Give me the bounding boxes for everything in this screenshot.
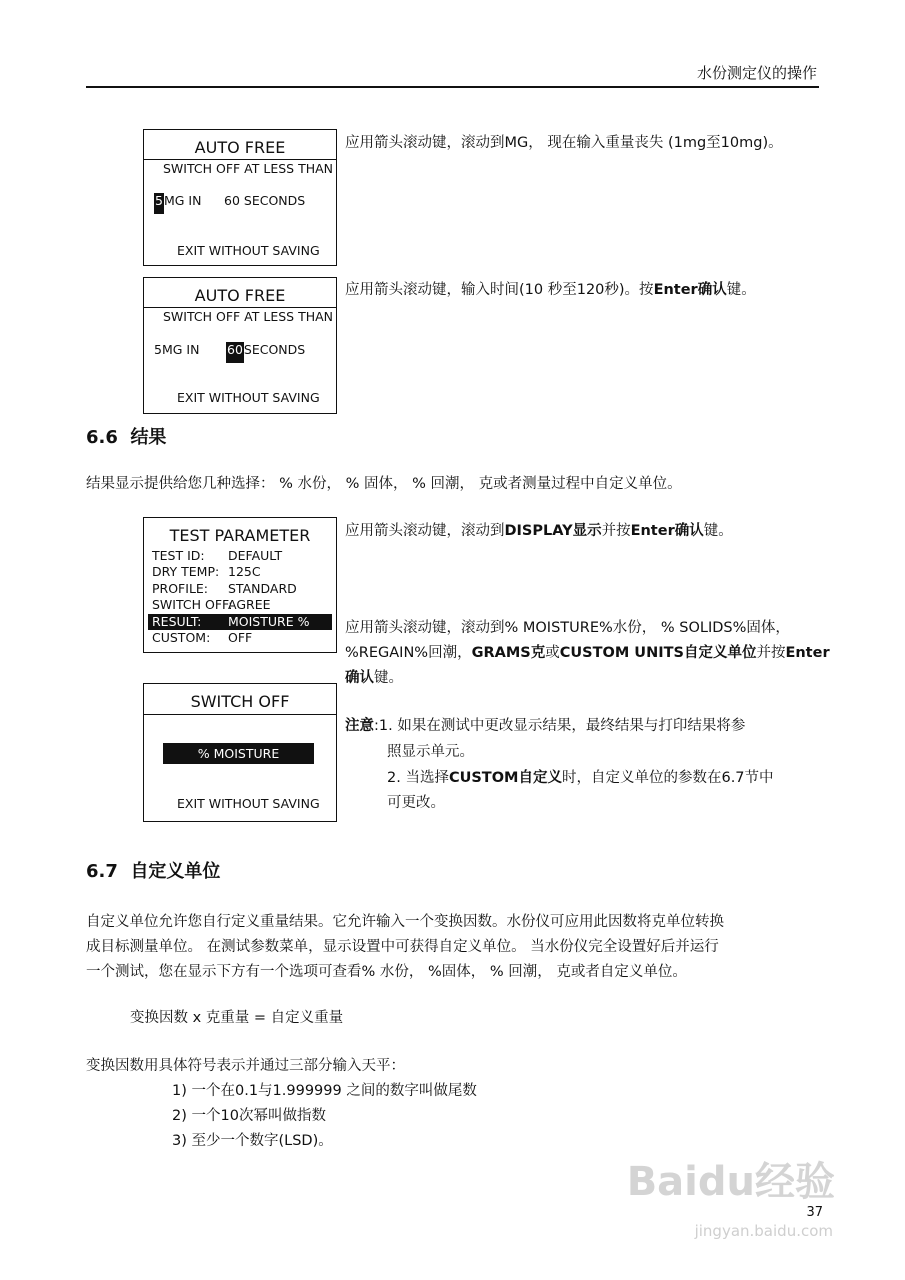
lcd-mg-label: MG IN: [163, 193, 202, 208]
lcd-cursor: 5: [154, 193, 164, 214]
instruction-2-key: Enter确认: [653, 282, 727, 298]
param-row-switch-off: [152, 597, 332, 613]
lcd-divider: [144, 307, 336, 308]
lcd-exit: EXIT WITHOUT SAVING: [177, 796, 320, 811]
watermark-logo: Baidu经验: [626, 1159, 835, 1205]
param-value: AGREE: [228, 597, 271, 612]
lcd-divider: [144, 159, 336, 160]
section-6-6-heading: [86, 423, 166, 449]
instruction-2-text: 应用箭头滚动键，输入时间(10 秒至120秒)。按: [345, 282, 654, 298]
text: 或: [545, 645, 560, 661]
bold-term: CUSTOM UNITS自定义单位: [559, 645, 757, 661]
instruction-4-line-3: [345, 666, 403, 687]
param-row-test-id: [152, 548, 332, 564]
lcd-mg-field: [154, 193, 201, 208]
instruction-2: [345, 278, 756, 299]
text: 并按: [756, 645, 786, 661]
paragraph-6-7-line-3: 一个测试，您在显示下方有一个选项可查看% 水份， %固体， % 回潮， 克或者自定义单位。: [86, 964, 687, 980]
instruction-4-line-2: [345, 641, 830, 662]
lcd-exit: EXIT WITHOUT SAVING: [177, 390, 320, 405]
section-title: 自定义单位: [130, 861, 221, 882]
bold-term: DISPLAY显示: [504, 523, 602, 539]
section-number: 6.7: [86, 861, 118, 882]
text: 应用箭头滚动键，滚动到: [345, 523, 505, 539]
header-rule: [86, 86, 819, 88]
lcd-test-parameter: [143, 517, 337, 653]
param-row-custom: [152, 630, 332, 646]
paragraph-6-7-line-2: 成目标测量单位。 在测试参数菜单，显示设置中可获得自定义单位。 当水份仪完全设置好后并运行: [86, 939, 719, 955]
lcd-switch-off: [143, 683, 337, 822]
param-key: RESULT:: [152, 614, 202, 629]
instruction-2-end: 键。: [726, 282, 756, 298]
param-row-dry-temp: [152, 564, 332, 580]
text: 并按: [601, 523, 631, 539]
bold-term: Enter: [785, 645, 830, 661]
list-item: 2) 一个10次幂叫做指数: [172, 1108, 326, 1124]
text: 键。: [374, 670, 403, 686]
watermark-url: jingyan.baidu.com: [694, 1222, 833, 1240]
list-item: 1) 一个在0.1与1.999999 之间的数字叫做尾数: [172, 1083, 477, 1099]
note-text: 2. 当选择: [387, 770, 449, 786]
note-line-3: [387, 766, 774, 787]
param-key: CUSTOM:: [152, 630, 211, 645]
bold-term: 确认: [345, 670, 374, 686]
page-number: 37: [806, 1205, 823, 1220]
lcd-title: SWITCH OFF: [190, 692, 290, 711]
formula: 变换因数 x 克重量 = 自定义重量: [130, 1010, 344, 1026]
note-text: 时，自定义单位的参数在6.7节中: [561, 770, 774, 786]
bold-term: Enter确认: [630, 523, 704, 539]
param-key: PROFILE:: [152, 581, 209, 596]
note-line-2: 照显示单元。: [387, 744, 474, 760]
lcd-title: AUTO FREE: [194, 286, 286, 305]
param-value: 125C: [228, 564, 261, 579]
lcd-auto-free-1: [143, 129, 337, 266]
lcd-auto-free-2: [143, 277, 337, 414]
lcd-cursor: 60: [226, 342, 244, 363]
paragraph-6-6: 结果显示提供给您几种选择： % 水份， % 固体， % 回潮， 克或者测量过程中自定义单位。: [86, 476, 682, 492]
param-row-result-selected: [148, 614, 332, 630]
lcd-title: TEST PARAMETER: [169, 526, 311, 545]
text: 键。: [703, 523, 733, 539]
section-number: 6.6: [86, 427, 118, 448]
instruction-3: [345, 519, 733, 540]
param-key: DRY TEMP:: [152, 564, 220, 579]
paragraph-conversion: 变换因数用具体符号表示并通过三部分输入天平：: [86, 1058, 405, 1074]
instruction-4-line-1: 应用箭头滚动键，滚动到% MOISTURE%水份， % SOLIDS%固体，: [345, 620, 790, 636]
note-line-4: 可更改。: [387, 795, 445, 811]
bold-term: GRAMS克: [471, 645, 546, 661]
list-item: 3) 至少一个数字(LSD)。: [172, 1133, 333, 1149]
param-row-profile: [152, 581, 332, 597]
lcd-divider: [144, 714, 336, 715]
lcd-seconds-field: [226, 342, 305, 357]
param-key: TEST ID:: [152, 548, 205, 563]
instruction-1: 应用箭头滚动键，滚动到MG， 现在输入重量丧失 (1mg至10mg)。: [345, 135, 783, 151]
lcd-selected-option: % MOISTURE: [163, 743, 314, 764]
bold-term: CUSTOM自定义: [448, 770, 562, 786]
section-title: 结果: [130, 427, 167, 448]
lcd-line: SWITCH OFF AT LESS THAN: [163, 161, 334, 176]
note-label: 注意: [345, 718, 374, 734]
running-header: 水份测定仪的操作: [696, 64, 817, 82]
lcd-line: SWITCH OFF AT LESS THAN: [163, 309, 334, 324]
lcd-mg-label: 5MG IN: [154, 342, 200, 357]
note-text: :1. 如果在测试中更改显示结果，最终结果与打印结果将参: [374, 718, 746, 734]
text: %REGAIN%回潮，: [345, 645, 472, 661]
param-key: SWITCH OFF:: [152, 597, 233, 612]
section-6-7-heading: [86, 857, 220, 883]
param-value: STANDARD: [228, 581, 297, 596]
paragraph-6-7-line-1: 自定义单位允许您自行定义重量结果。它允许输入一个变换因数。水份仪可应用此因数将克单位转换: [86, 914, 724, 930]
param-value: OFF: [228, 630, 253, 645]
param-value: MOISTURE %: [228, 614, 310, 629]
lcd-seconds: 60 SECONDS: [224, 193, 306, 208]
note-line-1: [345, 714, 745, 735]
lcd-title: AUTO FREE: [194, 138, 286, 157]
param-value: DEFAULT: [228, 548, 283, 563]
lcd-exit: EXIT WITHOUT SAVING: [177, 243, 320, 258]
lcd-seconds-label: SECONDS: [243, 342, 306, 357]
